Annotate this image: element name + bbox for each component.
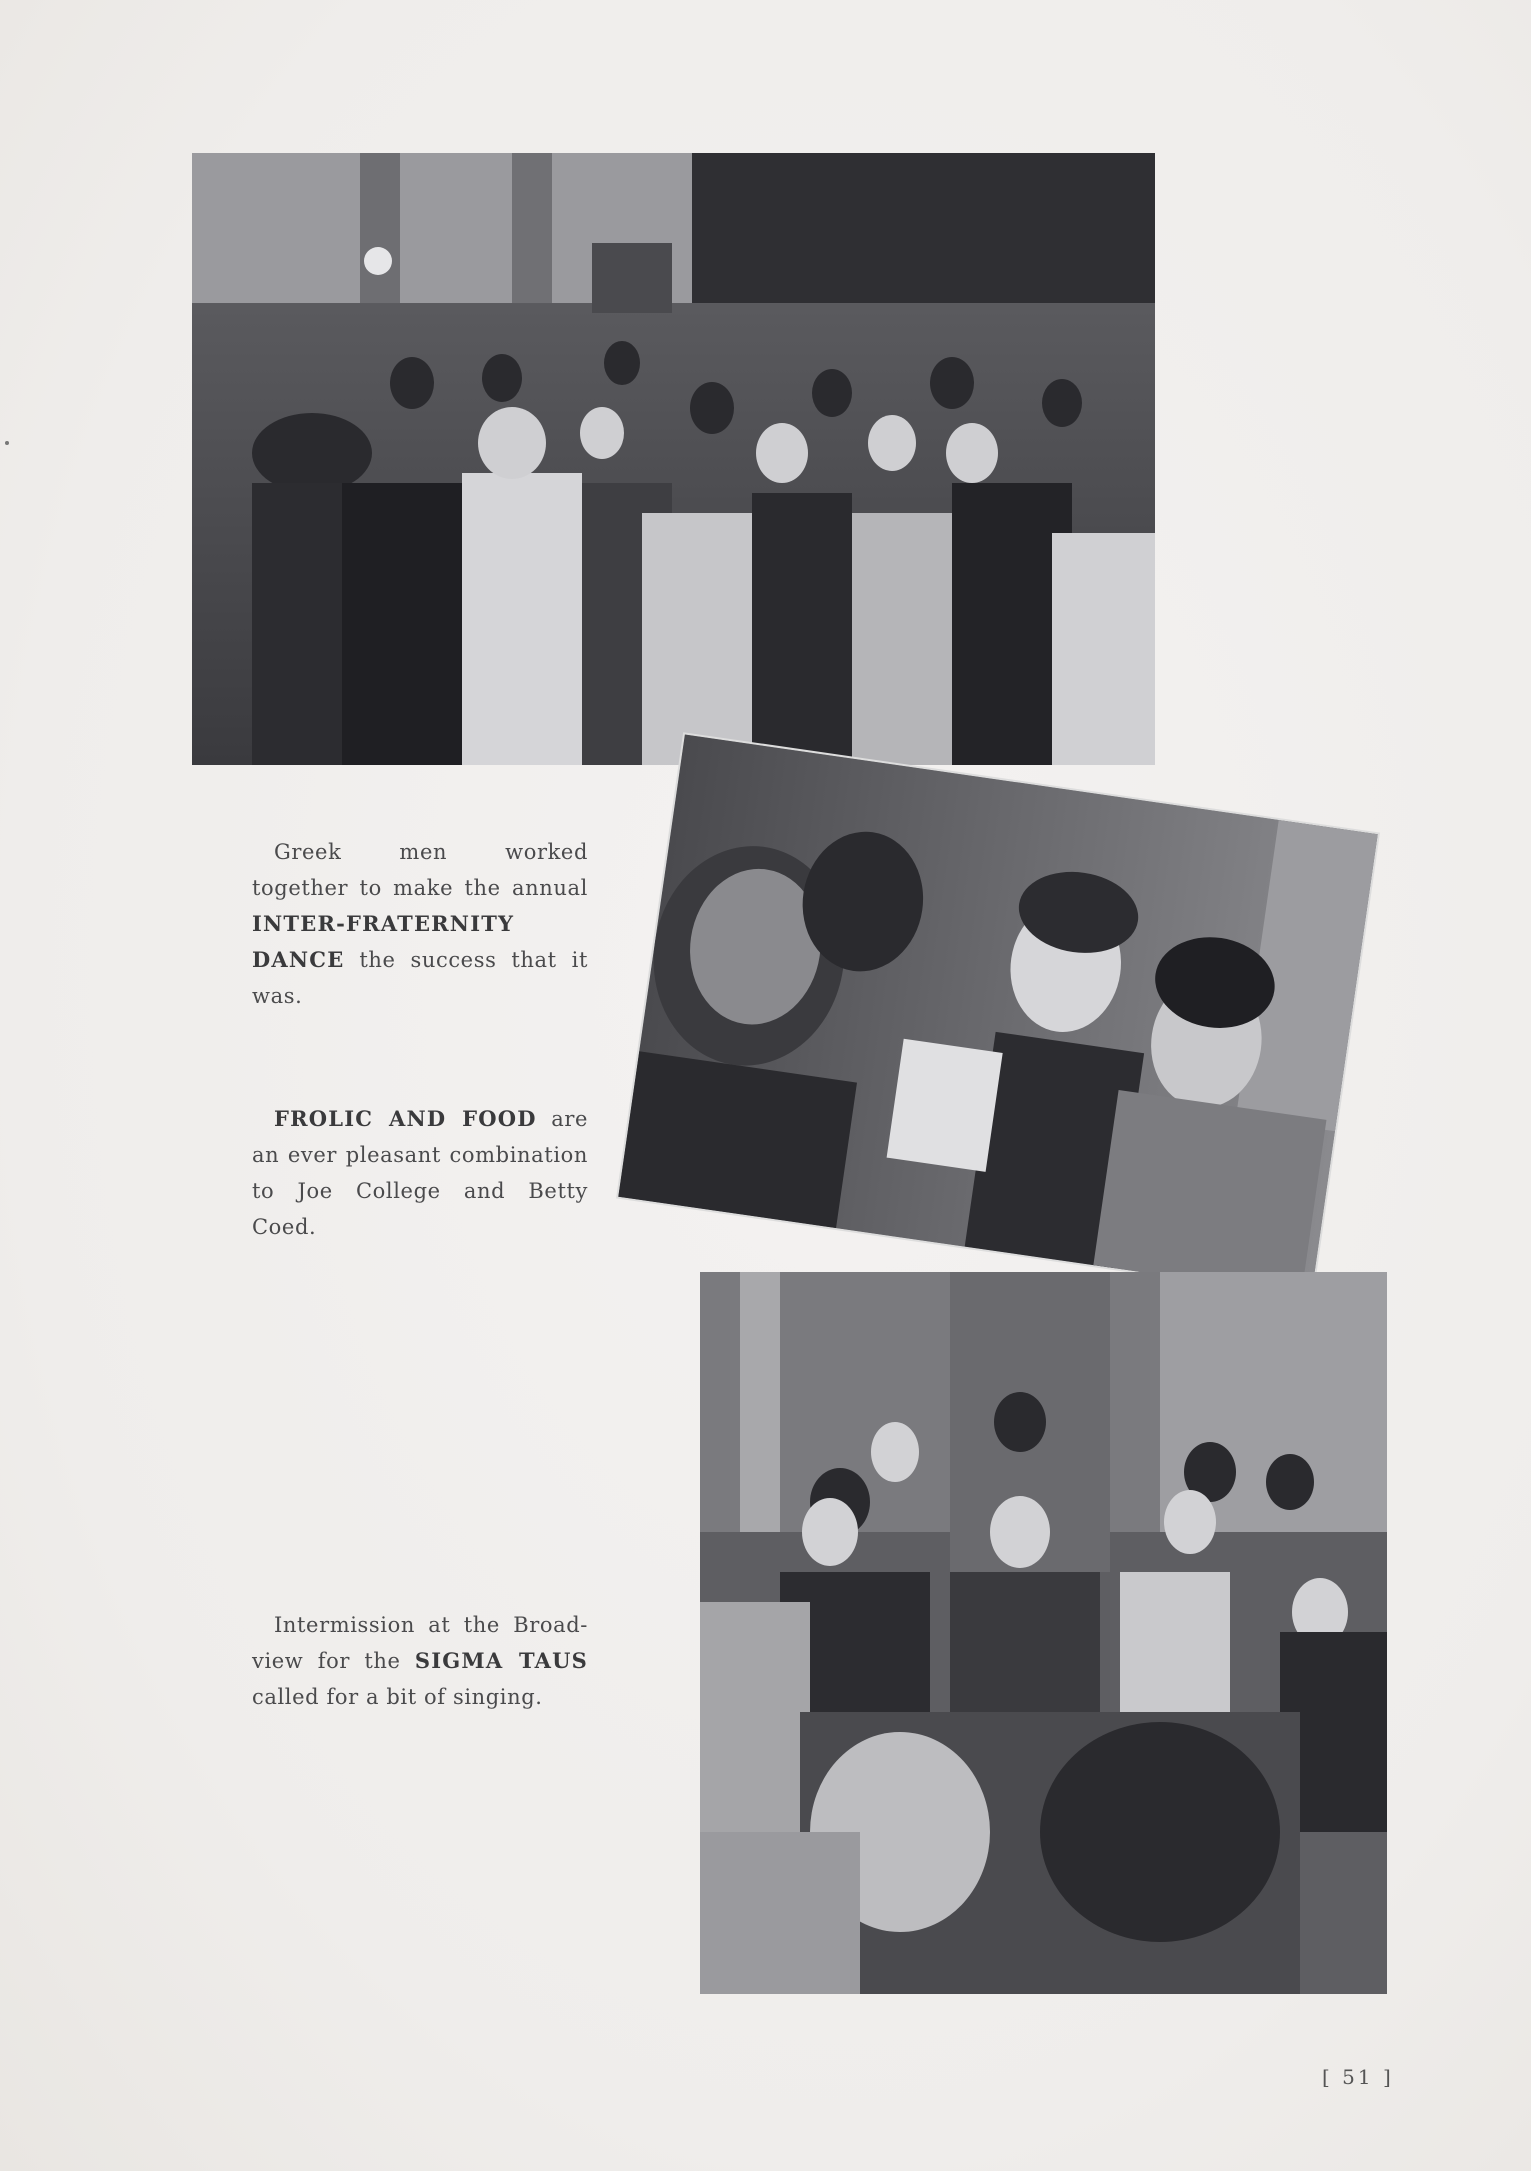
caption-emphasis: FROLIC AND FOOD (274, 1106, 537, 1131)
caption-emphasis: SIGMA TAUS (414, 1648, 588, 1673)
dance-photo (192, 153, 1155, 765)
intermission-photo (700, 1272, 1387, 1994)
paper-speck (5, 441, 9, 445)
dance-caption (252, 834, 588, 1014)
food-caption (252, 1101, 588, 1245)
page-number: [ 51 ] (1322, 2065, 1394, 2089)
caption-tail: the success that it was. (252, 948, 588, 1008)
caption-tail: called for a bit of singing. (252, 1685, 543, 1709)
caption-emphasis: INTER-FRATERNITY DANCE (252, 911, 515, 972)
caption-lead: Intermission at the Broad-view for the (252, 1613, 588, 1673)
intermission-caption (252, 1607, 588, 1715)
caption-tail: are an ever pleasant combination to Joe College and Betty Coed. (252, 1107, 588, 1239)
caption-lead: Greek men worked together to make the annual (252, 840, 588, 900)
food-photo (618, 734, 1377, 1296)
